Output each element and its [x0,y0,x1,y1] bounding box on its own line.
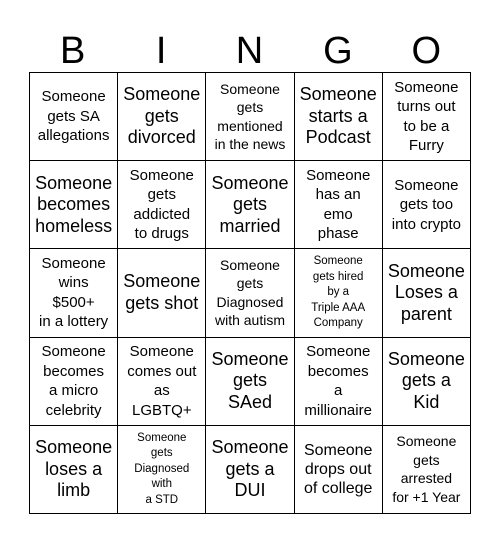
bingo-cell[interactable] [383,161,471,249]
header-letter-o: O [411,30,443,72]
bingo-cell[interactable] [30,161,118,249]
cell-text: Someone gets SAed [211,348,289,412]
cell-text: Someone comes out as LGBTQ+ [127,343,197,419]
cell-text: Someone gets SA allegations [37,88,110,145]
cell-text: Someone has an emo phase [306,166,371,243]
cell-text: Someone wins $500+ in a lottery [38,254,109,331]
bingo-cell[interactable] [206,161,294,249]
bingo-cell[interactable] [295,161,383,249]
bingo-cell[interactable] [30,73,118,161]
cell-text: Someone gets a Kid [387,348,465,412]
cell-text: Someone Loses a parent [387,260,465,324]
cell-text: Someone gets divorced [123,84,201,148]
bingo-cell[interactable] [118,161,206,249]
bingo-cell[interactable] [383,73,471,161]
bingo-header [29,30,471,72]
cell-text: Someone gets Diagnosed with a STD [134,431,190,506]
bingo-cell[interactable] [383,249,471,337]
bingo-cell[interactable] [295,338,383,426]
header-letter-n: N [235,30,265,72]
cell-text: Someone becomes a micro celebrity [41,343,106,419]
bingo-cell[interactable] [206,426,294,514]
bingo-cell[interactable] [206,338,294,426]
header-letter-g: G [323,30,354,72]
cell-text: Someone gets shot [123,271,201,313]
bingo-cell[interactable] [118,249,206,337]
cell-text: Someone becomes a millionaire [304,343,372,419]
cell-text: Someone gets too into crypto [391,176,461,233]
bingo-cell[interactable] [206,73,294,161]
bingo-cell[interactable] [118,426,206,514]
cell-text: Someone gets a DUI [211,437,289,501]
bingo-cell[interactable] [118,338,206,426]
cell-text: Someone loses a limb [35,437,113,501]
cell-text: Someone gets hired by a Triple AAA Company [311,255,366,330]
cell-text: Someone starts a Podcast [299,84,377,148]
cell-text: Someone gets mentioned in the news [214,80,286,153]
bingo-cell[interactable] [383,426,471,514]
bingo-cell[interactable] [295,249,383,337]
bingo-cell[interactable] [206,249,294,337]
bingo-cell[interactable] [295,426,383,514]
bingo-cell[interactable] [383,338,471,426]
bingo-grid [29,72,471,514]
cell-text: Someone gets married [211,172,289,236]
bingo-cell[interactable] [30,249,118,337]
header-letter-b: B [60,30,87,72]
cell-text: Someone gets Diagnosed with autism [214,256,285,329]
bingo-cell[interactable] [30,338,118,426]
bingo-cell[interactable] [30,426,118,514]
bingo-cell[interactable] [118,73,206,161]
cell-text: Someone drops out of college [303,441,373,497]
bingo-cell[interactable] [295,73,383,161]
header-letter-i: I [155,30,168,72]
cell-text: Someone gets arrested for +1 Year [392,433,461,505]
cell-text: Someone turns out to be a Furry [394,78,459,155]
cell-text: Someone becomes homeless [35,172,113,236]
cell-text: Someone gets addicted to drugs [129,166,194,243]
